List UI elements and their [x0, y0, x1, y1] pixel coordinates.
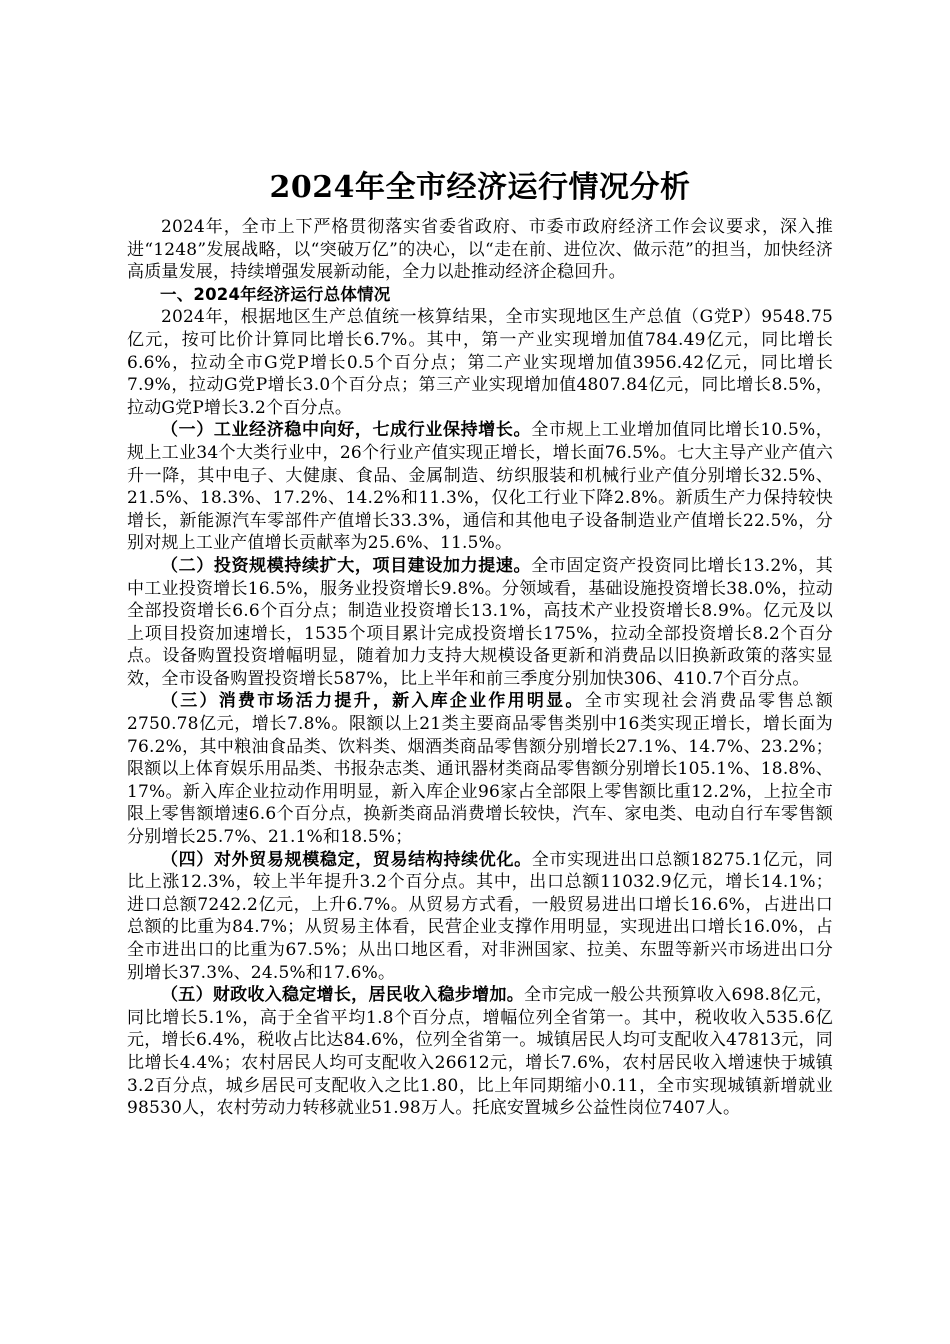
paragraph-lead: （五）财政收入稳定增长，居民收入稳步增加。	[161, 985, 525, 1006]
paragraph-lead: （一）工业经济稳中向好，七成行业保持增长。	[161, 420, 532, 441]
paragraph-body: 全市完成一般公共预算收入698.8亿元，同比增长5.1%，高于全省平均1.8个百分点，增幅位列全省第一。其中，税收收入535.6亿元，增长6.4%，税收占比达84.6%，位列全省第一。城镇居民人均可支配收入47813元，同比增长4.4%；农村居民人均可支配收入26612元，增长7.6%，农村居民收入增速快于城镇3.2百分点，城乡居民可支配收入之比1.80，比上年同期缩小0.11，全市实现城镇新增就业98530人，农村劳动力转移就业51.98万人。托底安置城乡公益性岗位7407人。	[127, 985, 834, 1119]
investment-paragraph	[127, 555, 833, 691]
paragraph-body: 全市固定资产投资同比增长13.2%，其中工业投资增长16.5%，服务业投资增长9.8%。分领域看，基础设施投资增长38.0%，拉动全部投资增长6.6个百分点；制造业投资增长13.1%，高技术产业投资增长8.9%。亿元及以上项目投资加速增长，1535个项目累计完成投资增长175%，拉动全部投资增长8.2个百分点。设备购置投资增幅明显，随着加力支持大规模设备更新和消费品以旧换新政策的落实显效，全市设备购置投资增长587%，比上半年和前三季度分别加快306、410.7个百分点。	[127, 555, 834, 689]
paragraph-body: 全市规上工业增加值同比增长10.5%，规上工业34个大类行业中，26个行业产值实现正增长，增长面76.5%。七大主导产业产值六升一降，其中电子、大健康、食品、金属制造、纺织服装和机械行业产值分别增长32.5%、21.5%、18.3%、17.2%、14.2%和11.3%，仅化工行业下降2.8%。新质生产力保持较快增长，新能源汽车零部件产值增长33.3%，通信和其他电子设备制造业产值增长22.5%，分别对规上工业产值增长贡献率为25.6%、11.5%。	[127, 420, 834, 554]
section-heading: 一、2024年经济运行总体情况	[160, 284, 391, 304]
document-title: 2024年全市经济运行情况分析	[269, 170, 691, 205]
paragraph-lead: （二）投资规模持续扩大，项目建设加力提速。	[161, 555, 532, 576]
paragraph-lead: （三）消费市场活力提升，新入库企业作用明显。	[161, 691, 585, 712]
paragraph-lead: （四）对外贸易规模稳定，贸易结构持续优化。	[161, 849, 532, 870]
trade-paragraph	[127, 849, 833, 985]
consumption-paragraph	[127, 690, 833, 848]
paragraph-body: 全市实现进出口总额18275.1亿元，同比上涨12.3%，较上半年提升3.2个百分点。其中，出口总额11032.9亿元，增长14.1%；进口总额7242.2亿元，上升6.7%。从贸易方式看，一般贸易进出口增长16.6%，占进出口总额的比重为84.7%；从贸易主体看，民营企业支撑作用明显，实现进出口增长16.0%，占全市进出口的比重为67.5%；从出口地区看，对非洲国家、拉美、东盟等新兴市场进出口分别增长37.3%、24.5%和17.6%。	[127, 849, 833, 983]
intro-paragraph: 2024年，全市上下严格贯彻落实省委省政府、市委市政府经济工作会议要求，深入推进“1248”发展战略，以“突破万亿”的决心，以“走在前、进位次、做示范”的担当，加快经济高质量发展，持续增强发展新动能，全力以赴推动经济企稳回升。	[127, 217, 833, 283]
fiscal-paragraph	[127, 984, 833, 1120]
document-page	[127, 166, 833, 1120]
paragraph-body: 全市实现社会消费品零售总额2750.78亿元，增长7.8%。限额以上21类主要商品零售类别中16类实现正增长，增长面为76.2%，其中粮油食品类、饮料类、烟酒类商品零售额分别增长27.1%、14.7%、23.2%；限额以上体育娱乐用品类、书报杂志类、通讯器材类商品零售额分别增长105.1%、18.8%、17%。新入库企业拉动作用明显，新入库企业96家占全部限上零售额比重12.2%，上拉全市限上零售额增速6.6个百分点，换新类商品消费增长较快，汽车、家电类、电动自行车零售额分别增长25.7%、21.1%和18.5%；	[127, 691, 833, 848]
gdp-paragraph: 2024年，根据地区生产总值统一核算结果，全市实现地区生产总值（G党P）9548.75亿元，按可比价计算同比增长6.7%。其中，第一产业实现增加值784.49亿元，同比增长6.6%，拉动全市G党P增长0.5个百分点；第二产业实现增加值3956.42亿元，同比增长7.9%，拉动G党P增长3.0个百分点；第三产业实现增加值4807.84亿元，同比增长8.5%，拉动G党P增长3.2个百分点。	[127, 307, 833, 418]
industry-paragraph	[127, 419, 833, 555]
